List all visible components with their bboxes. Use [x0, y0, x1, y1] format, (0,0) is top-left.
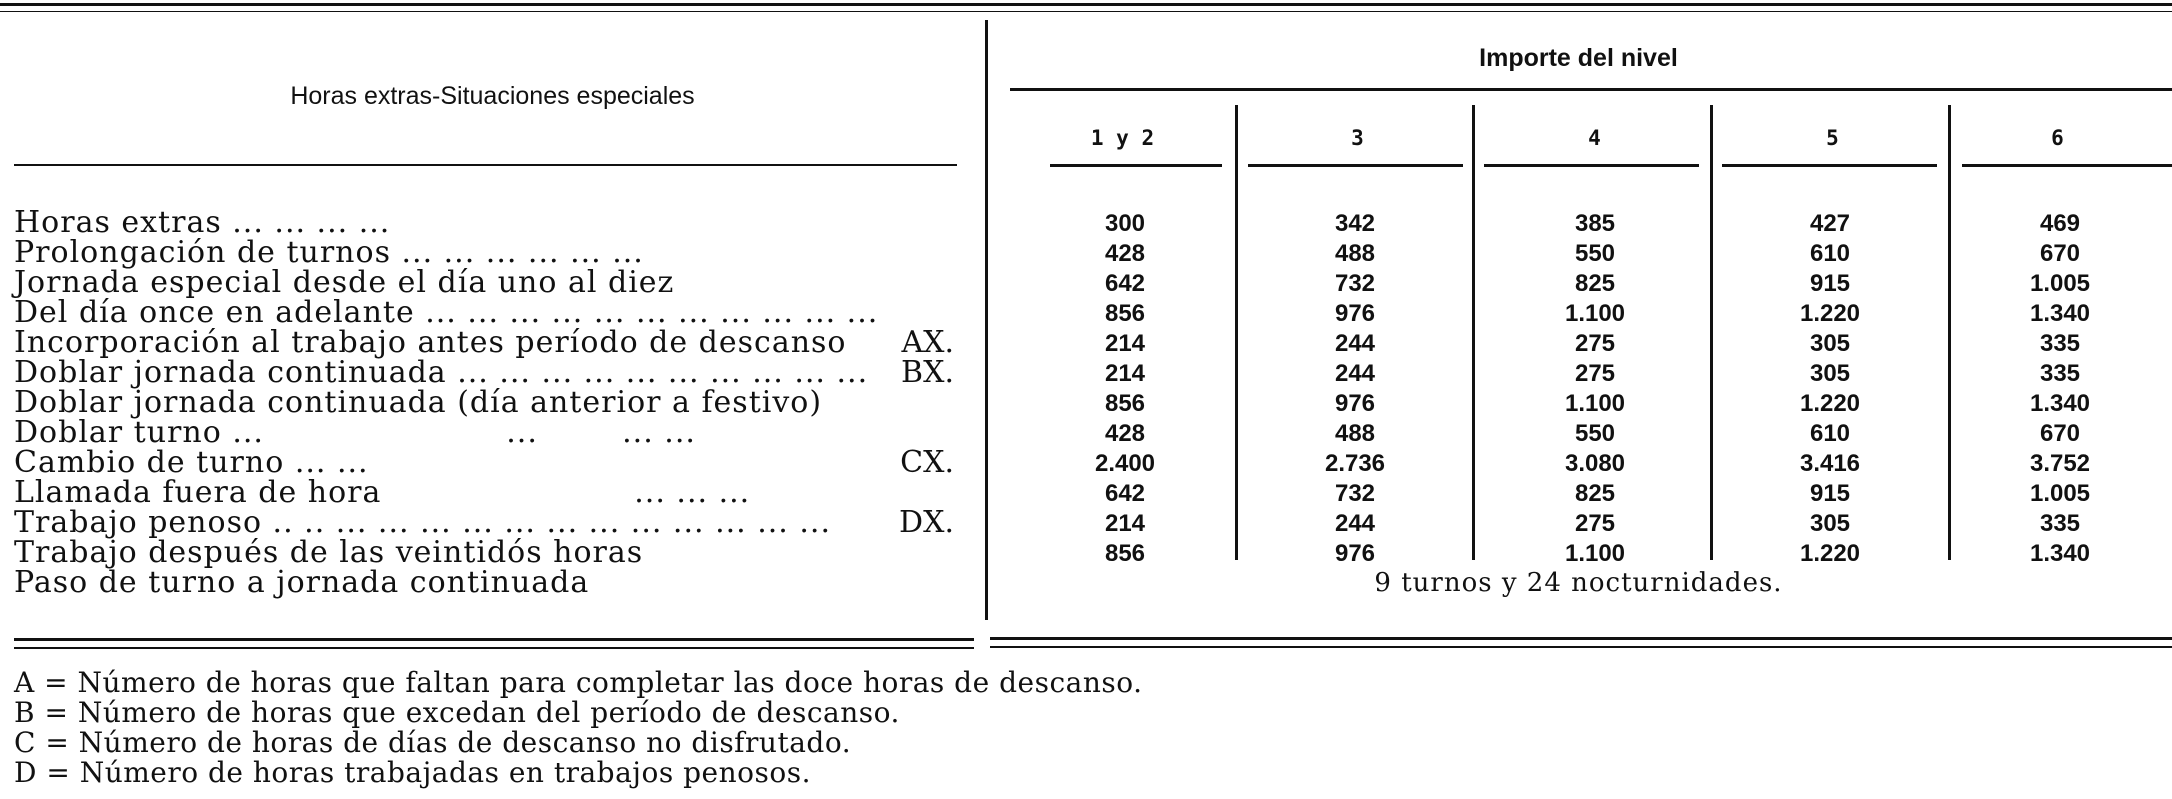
col-underline-5: [1962, 164, 2172, 167]
value-nivel-4: 1.100: [1564, 390, 1626, 417]
row-label: Incorporación al trabajo antes período de descanso: [14, 325, 847, 360]
row-code: AX.: [901, 325, 954, 360]
table-row-dia-once: [0, 295, 2172, 330]
row-label: Paso de turno a jornada continuada: [14, 565, 590, 600]
bottom-rule-right: [990, 637, 2172, 640]
value-nivel-5: 305: [1809, 360, 1851, 387]
value-nivel-1y2: 642: [1104, 270, 1146, 297]
table-row-trabajo-nocturno: [0, 535, 2172, 570]
value-nivel-1y2: 214: [1104, 510, 1146, 537]
value-nivel-6: 335: [2039, 510, 2081, 537]
value-nivel-6: 1.005: [2029, 480, 2091, 507]
value-nivel-6: 1.340: [2029, 390, 2091, 417]
row-code: BX.: [901, 355, 954, 390]
table-row-paso-turno: [0, 565, 2172, 600]
value-nivel-3: 732: [1334, 480, 1376, 507]
value-nivel-5: 610: [1809, 420, 1851, 447]
table-row-trabajo-penoso: [0, 505, 2172, 540]
table-row-doblar-jornada-festivo: [0, 385, 2172, 420]
value-nivel-6: 335: [2039, 330, 2081, 357]
value-nivel-6: 670: [2039, 240, 2081, 267]
bottom-rule-right-thin: [990, 646, 2172, 648]
value-nivel-5: 1.220: [1799, 540, 1861, 567]
value-nivel-5: 3.416: [1799, 450, 1861, 477]
value-nivel-5: 305: [1809, 330, 1851, 357]
row-label: Doblar jornada continuada ... ... ... ... ... ... ... ... ... ...: [14, 355, 869, 390]
value-nivel-4: 275: [1574, 510, 1616, 537]
value-nivel-1y2: 642: [1104, 480, 1146, 507]
value-nivel-3: 244: [1334, 510, 1376, 537]
value-nivel-5: 915: [1809, 480, 1851, 507]
value-nivel-3: 732: [1334, 270, 1376, 297]
table-row-jornada-especial: [0, 265, 2172, 300]
nivel-title-underline: [1010, 88, 2172, 91]
value-nivel-4: 3.080: [1564, 450, 1626, 477]
col-underline-3: [1484, 164, 1699, 167]
value-nivel-4: 825: [1574, 270, 1616, 297]
table-row-doblar-turno: [0, 415, 2172, 450]
value-nivel-6: 1.340: [2029, 540, 2091, 567]
value-nivel-6: 670: [2039, 420, 2081, 447]
row-code: CX.: [900, 445, 954, 480]
table-row-cambio-turno: [0, 445, 2172, 480]
value-nivel-3: 976: [1334, 300, 1376, 327]
value-nivel-3: 976: [1334, 540, 1376, 567]
value-nivel-5: 1.220: [1799, 390, 1861, 417]
value-nivel-6: 335: [2039, 360, 2081, 387]
value-nivel-3: 342: [1334, 210, 1376, 237]
left-header-underline: [14, 164, 957, 166]
footnote-d: D = Número de horas trabajadas en trabajos penosos.: [14, 756, 811, 789]
bottom-rule-left-thin: [14, 647, 974, 649]
top-rule-thin: [0, 11, 2172, 12]
value-nivel-3: 244: [1334, 330, 1376, 357]
value-nivel-1y2: 2.400: [1094, 450, 1156, 477]
value-nivel-5: 427: [1809, 210, 1851, 237]
column-header-4: 4: [1588, 126, 1601, 150]
value-nivel-3: 488: [1334, 240, 1376, 267]
col-underline-2: [1248, 164, 1463, 167]
value-nivel-1y2: 300: [1104, 210, 1146, 237]
table-row-incorporacion: [0, 325, 2172, 360]
col-underline-1: [1050, 164, 1222, 167]
value-nivel-6: 1.005: [2029, 270, 2091, 297]
value-nivel-3: 244: [1334, 360, 1376, 387]
row-label: Prolongación de turnos ... ... ... ... ... ...: [14, 235, 644, 270]
value-nivel-4: 1.100: [1564, 540, 1626, 567]
value-nivel-1y2: 856: [1104, 390, 1146, 417]
table-row-llamada: [0, 475, 2172, 510]
value-nivel-4: 550: [1574, 420, 1616, 447]
table-row-prolongacion-turnos: [0, 235, 2172, 270]
table-row-horas-extras: [0, 205, 2172, 240]
value-nivel-1y2: 428: [1104, 240, 1146, 267]
footnote-b: B = Número de horas que excedan del período de descanso.: [14, 696, 900, 729]
top-rule: [0, 3, 2172, 6]
value-nivel-4: 1.100: [1564, 300, 1626, 327]
value-nivel-3: 488: [1334, 420, 1376, 447]
table-header-left-title: Horas extras-Situaciones especiales: [290, 82, 695, 110]
value-nivel-6: 469: [2039, 210, 2081, 237]
row-label: Cambio de turno ... ...: [14, 445, 369, 480]
column-header-3: 3: [1351, 126, 1364, 150]
value-nivel-5: 1.220: [1799, 300, 1861, 327]
value-nivel-5: 610: [1809, 240, 1851, 267]
table-header-nivel-title: Importe del nivel: [1479, 44, 1678, 72]
footnote-c: C = Número de horas de días de descanso no disfrutado.: [14, 726, 852, 759]
row-label: Doblar turno ... ... ... ...: [14, 415, 696, 450]
value-nivel-4: 275: [1574, 330, 1616, 357]
value-nivel-4: 275: [1574, 360, 1616, 387]
value-nivel-1y2: 214: [1104, 330, 1146, 357]
value-nivel-6: 3.752: [2029, 450, 2091, 477]
column-header-1y2: 1 y 2: [1090, 126, 1155, 150]
value-nivel-1y2: 856: [1104, 300, 1146, 327]
value-nivel-1y2: 856: [1104, 540, 1146, 567]
column-header-5: 5: [1826, 126, 1839, 150]
value-nivel-6: 1.340: [2029, 300, 2091, 327]
row-label: Trabajo después de las veintidós horas: [14, 535, 644, 570]
value-nivel-4: 385: [1574, 210, 1616, 237]
table-row-doblar-jornada: [0, 355, 2172, 390]
footnote-a: A = Número de horas que faltan para completar las doce horas de descanso.: [14, 666, 1143, 699]
value-nivel-1y2: 214: [1104, 360, 1146, 387]
row-label: Trabajo penoso .. .. ... ... ... ... ... ... ... ... ... ... ... ...: [14, 505, 831, 540]
row-code: DX.: [899, 505, 954, 540]
value-nivel-5: 915: [1809, 270, 1851, 297]
row-label: Horas extras ... ... ... ...: [14, 205, 391, 240]
row-note: 9 turnos y 24 nocturnidades.: [1374, 568, 1783, 598]
row-label: Doblar jornada continuada (día anterior a festivo): [14, 385, 823, 420]
value-nivel-1y2: 428: [1104, 420, 1146, 447]
row-label: Jornada especial desde el día uno al diez: [14, 265, 675, 300]
value-nivel-4: 550: [1574, 240, 1616, 267]
value-nivel-3: 976: [1334, 390, 1376, 417]
row-label: Del día once en adelante ... ... ... ... ... ... ... ... ... ... ...: [14, 295, 879, 330]
column-header-6: 6: [2051, 126, 2064, 150]
bottom-rule-left: [14, 638, 974, 641]
value-nivel-4: 825: [1574, 480, 1616, 507]
value-nivel-3: 2.736: [1324, 450, 1386, 477]
row-label: Llamada fuera de hora ... ... ...: [14, 475, 751, 510]
value-nivel-5: 305: [1809, 510, 1851, 537]
col-underline-4: [1722, 164, 1937, 167]
